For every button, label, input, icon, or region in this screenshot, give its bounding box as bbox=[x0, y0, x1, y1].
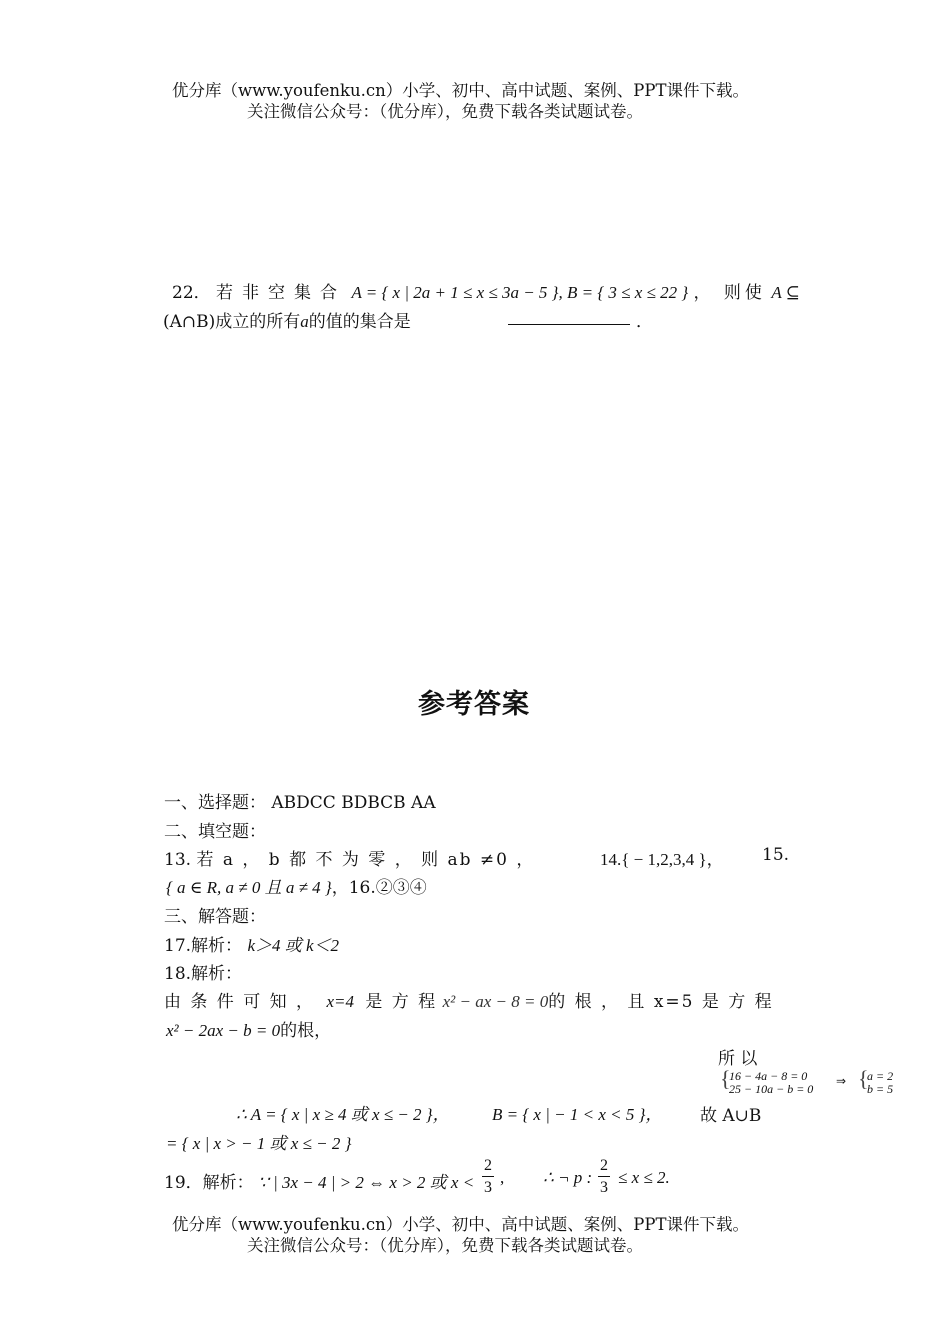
equation-1: x² − ax − 8 = 0 bbox=[442, 992, 549, 1011]
section-choice: 一、选择题： ABDCC BDBCB AA bbox=[164, 793, 436, 813]
answer-18-text-e: 的根， bbox=[280, 1021, 332, 1041]
question-text-2: ， 则使 bbox=[693, 283, 766, 303]
answer-19-comma: , bbox=[500, 1168, 505, 1187]
answer-18-line-2 bbox=[166, 1016, 331, 1041]
answer-13 bbox=[164, 845, 535, 870]
fraction-1 bbox=[480, 1158, 496, 1196]
fraction-1-denominator: 3 bbox=[484, 1179, 492, 1196]
system-2-eq-a: a = 2 bbox=[867, 1069, 894, 1083]
answer-19-label: 19．解析： bbox=[164, 1173, 254, 1193]
answer-19-expr: ∵ | 3x − 4 | > 2 ⇔ x > 2 或 x < bbox=[258, 1173, 475, 1192]
system-2-eq-b: b = 5 bbox=[867, 1082, 894, 1096]
answer-15-16 bbox=[166, 873, 427, 898]
union-label: 故 A∪B bbox=[700, 1106, 762, 1126]
answer-19-tail: ≤ x ≤ 2. bbox=[618, 1168, 670, 1187]
answer-18-label: 18.解析： bbox=[164, 964, 243, 984]
answer-18-line-1 bbox=[164, 987, 774, 1012]
answer-17-label: 17.解析： bbox=[164, 936, 243, 956]
fraction-2 bbox=[596, 1158, 612, 1196]
var-a: a bbox=[300, 312, 309, 331]
answer-15-label: 15. bbox=[762, 845, 790, 865]
answer-13-text: 若 a ， b 都 不 为 零 ， 则 ab ≠0 ， bbox=[196, 850, 536, 870]
answer-18-x4: x=4 bbox=[326, 992, 354, 1011]
section-fill: 二、填空题： bbox=[164, 822, 266, 842]
equation-2: x² − 2ax − b = 0 bbox=[166, 1021, 281, 1040]
section-solve: 三、解答题： bbox=[164, 907, 266, 927]
system-1-eq-a: 16 − 4a − 8 = 0 bbox=[729, 1069, 808, 1083]
answer-18-text-c: 是 方 程 bbox=[365, 992, 438, 1012]
answer-18-text-d: 的 根 ， 且 x=5 是 方 程 bbox=[548, 992, 774, 1012]
answers-title: 参考答案 bbox=[418, 689, 530, 720]
answer-15-set: { a ∈ R, a ≠ 0 且 a ≠ 4 } bbox=[166, 878, 332, 897]
set-a-result: ∴ A = { x | x ≥ 4 或 x ≤ − 2 }， bbox=[236, 1105, 450, 1124]
question-period: ． bbox=[636, 312, 653, 332]
question-text-4: 的值的集合是 bbox=[308, 312, 411, 332]
question-22 bbox=[172, 278, 800, 303]
answer-blank bbox=[508, 310, 630, 329]
question-22-line-2 bbox=[163, 307, 411, 332]
answer-17 bbox=[164, 931, 339, 956]
footer-line-1: 优分库（www.youfenku.cn）小学、初中、高中试题、案例、PPT课件下载。 bbox=[172, 1215, 749, 1234]
set-definition: A = { x | 2a + 1 ≤ x ≤ 3a − 5 }, B = { 3 ≤ x ≤ 22 } bbox=[351, 283, 689, 302]
answer-17-result: k＞4 或 k＜2 bbox=[247, 936, 340, 955]
fraction-2-numerator: 2 bbox=[598, 1158, 610, 1177]
implies-arrow: ⇒ bbox=[836, 1074, 847, 1088]
answer-18-text-a: 由 条 件 可 知 ， bbox=[164, 992, 316, 1012]
set-b-result: B = { x | − 1 < x < 5 }， bbox=[492, 1105, 663, 1124]
header-line-1: 优分库（www.youfenku.cn）小学、初中、高中试题、案例、PPT课件下载。 bbox=[172, 81, 749, 100]
union-result: = { x | x > − 1 或 x ≤ − 2 } bbox=[166, 1134, 352, 1153]
answer-18-so: 所 以 bbox=[718, 1049, 758, 1069]
fraction-1-numerator: 2 bbox=[482, 1158, 494, 1177]
subset-expr: A ⊆ bbox=[771, 283, 800, 302]
question-text: 若非空集合 bbox=[216, 283, 347, 303]
answer-16: ，16.②③④ bbox=[331, 878, 427, 898]
fraction-2-denominator: 3 bbox=[600, 1179, 608, 1196]
question-number: 22． bbox=[172, 283, 211, 303]
answer-13-number: 13. bbox=[164, 850, 192, 870]
footer-line-2: 关注微信公众号：（优分库），免费下载各类试题试卷。 bbox=[247, 1236, 643, 1255]
system-1-eq-b: 25 − 10a − b = 0 bbox=[729, 1082, 814, 1096]
header-line-2: 关注微信公众号：（优分库），免费下载各类试题试卷。 bbox=[247, 102, 643, 121]
answer-14: 14.{ − 1,2,3,4 }， bbox=[600, 850, 724, 869]
answer-19-neg: ∴ ¬ p : bbox=[543, 1168, 593, 1187]
question-text-3: (A∩B)成立的所有 bbox=[163, 312, 301, 332]
